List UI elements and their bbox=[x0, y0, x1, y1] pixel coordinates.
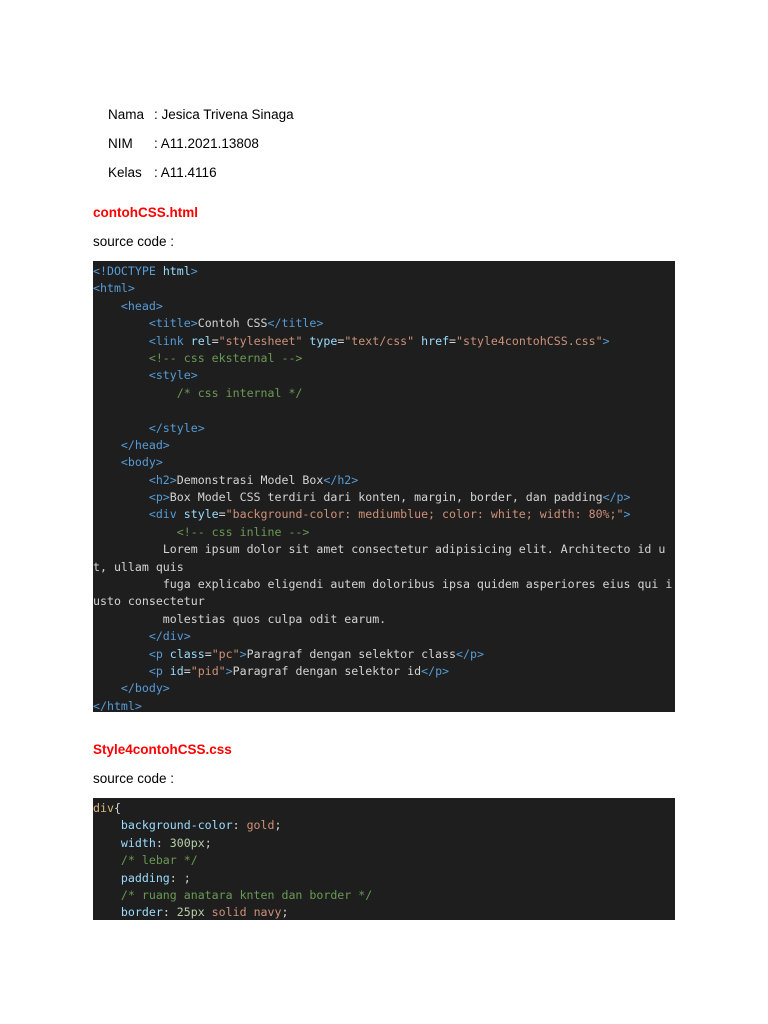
code-line: <head> bbox=[120, 298, 163, 313]
code-line: </div> bbox=[148, 629, 191, 644]
section1-title: contohCSS.html bbox=[93, 205, 198, 220]
code-line: div{ bbox=[93, 801, 121, 815]
code-line: </body> bbox=[120, 681, 170, 696]
code-line: </head> bbox=[120, 437, 170, 452]
code-line: <p>Box Model CSS terdiri dari konten, margin, border, dan padding</p> bbox=[148, 490, 631, 505]
nim-value: : A11.2021.13808 bbox=[154, 136, 259, 151]
code-line: <style> bbox=[148, 368, 198, 383]
code-line: /* ruang anatara knten dan border */ bbox=[120, 887, 373, 902]
nama-label: Nama bbox=[108, 107, 145, 122]
code-line bbox=[93, 402, 675, 419]
section2-title: Style4contohCSS.css bbox=[93, 742, 232, 757]
code-line: <title>Contoh CSS</title> bbox=[148, 316, 324, 331]
code-line: molestias quos culpa odit earum. bbox=[93, 611, 387, 626]
code-line: <div style="background-color: mediumblue; color: white; width: 80%;"> bbox=[148, 507, 631, 522]
code-line: </style> bbox=[148, 420, 205, 435]
code-line: <link rel="stylesheet" type="text/css" href="style4contohCSS.css"> bbox=[148, 333, 610, 348]
section2-source-label: source code : bbox=[93, 771, 175, 786]
kelas-row bbox=[93, 146, 217, 200]
code-line: <p id="pid">Paragraf dengan selektor id</p> bbox=[148, 664, 450, 679]
code-line: width: 300px; bbox=[120, 835, 212, 850]
section1-source-label: source code : bbox=[93, 234, 175, 249]
code-line: <!DOCTYPE html> bbox=[93, 264, 198, 278]
code-line: <h2>Demonstrasi Model Box</h2> bbox=[148, 472, 359, 487]
code-line: /* lebar */ bbox=[120, 853, 198, 868]
nama-value: : Jesica Trivena Sinaga bbox=[154, 107, 294, 122]
nim-label: NIM bbox=[108, 136, 133, 151]
code-line: <html> bbox=[93, 281, 135, 296]
code-line: </html> bbox=[93, 698, 142, 712]
code-line-wrapped: Lorem ipsum dolor sit amet consectetur adipisicing elit. Architecto id ut, ullam quis bbox=[93, 542, 666, 574]
kelas-value: : A11.4116 bbox=[154, 165, 217, 180]
code-line-wrapped: fuga explicabo eligendi autem doloribus ipsa quidem asperiores eius qui iusto consectetur bbox=[93, 577, 673, 609]
code-line: padding: ; bbox=[120, 870, 191, 885]
css-code-block bbox=[93, 798, 675, 920]
code-line: border: 25px solid navy; bbox=[120, 905, 289, 920]
html-code-block bbox=[93, 261, 675, 712]
code-line: background-color: gold; bbox=[120, 818, 282, 833]
code-line: /* css internal */ bbox=[176, 385, 303, 400]
code-line: <!-- css inline --> bbox=[176, 524, 310, 539]
code-line: <body> bbox=[120, 455, 163, 470]
kelas-label: Kelas bbox=[108, 165, 142, 180]
code-line: <!-- css eksternal --> bbox=[148, 350, 303, 365]
code-line: <p class="pc">Paragraf dengan selektor class</p> bbox=[148, 646, 484, 661]
